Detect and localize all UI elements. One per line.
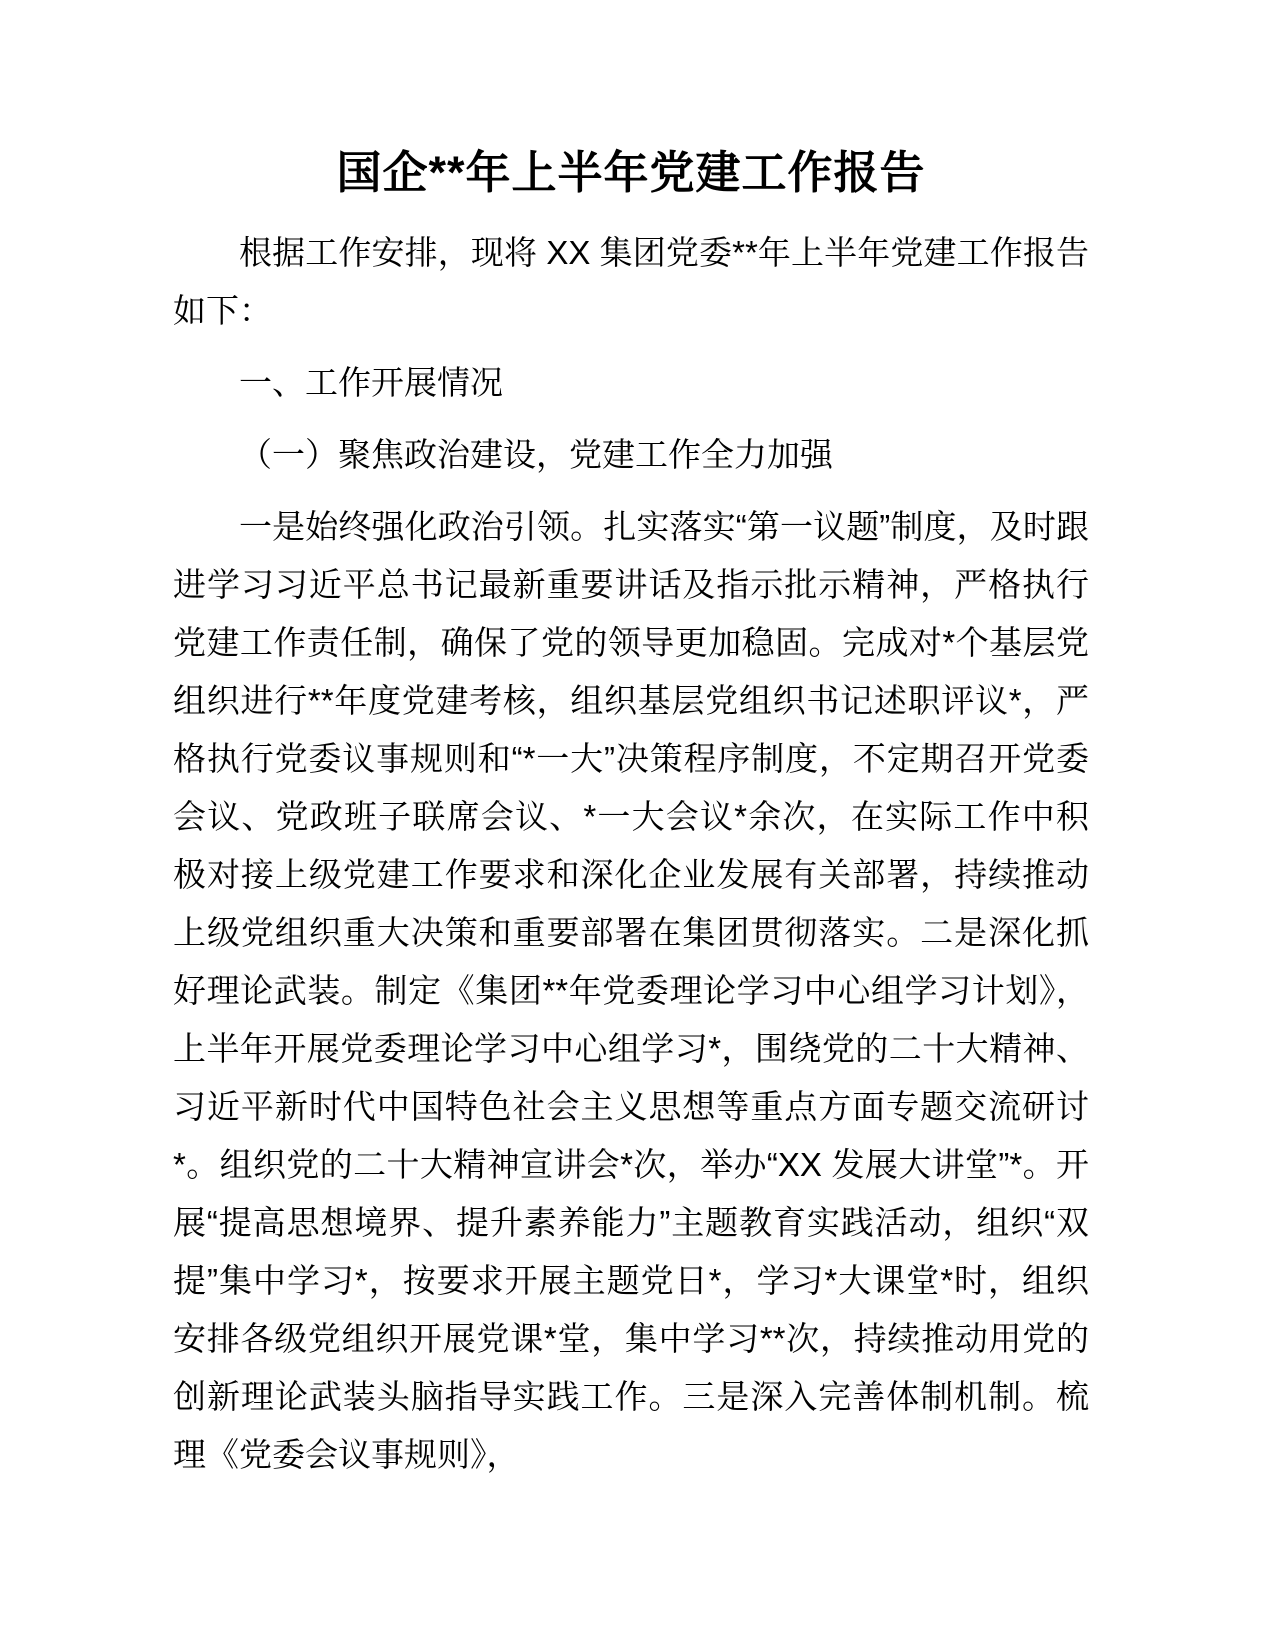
section-heading-work-progress: 一、工作开展情况 [239,364,503,401]
paragraph-intro: 根据工作安排，现将 XX 集团党委**年上半年党建工作报告如下： [173,234,1089,329]
document-title: 国企**年上半年党建工作报告 [336,147,926,198]
paragraph-body-details: 一是始终强化政治引领。扎实落实“第一议题”制度，及时跟进学习习近平总书记最新重要讲话及指示批示精神，严格执行党建工作责任制，确保了党的领导更加稳固。完成对*个基层党组织进行**年度党建考核，组织基层党组织书记述职评议*，严格执行党委议事规则和“*一大”决策程序制度，不定期召开党委会议、党政班子联席会议、*一大会议*余次，在实际工作中积极对接上级党建工作要求和深化企业发展有关部署，持续推动上级党组织重大决策和重要部署在集团贯彻落实。二是深化抓好理论武装。制定《集团**年党委理论学习中心组学习计划》，上半年开展党委理论学习中心组学习*，围绕党的二十大精神、习近平新时代中国特色社会主义思想等重点方面专题交流研讨*。组织党的二十大精神宣讲会*次，举办“XX 发展大讲堂”*。开展“提高思想境界、提升素养能力”主题教育实践活动，组织“双提”集中学习*，按要求开展主题党日*，学习*大课堂*时，组织安排各级党组织开展党课*堂，集中学习**次，持续推动用党的创新理论武装头脑指导实践工作。三是深入完善体制机制。梳理《党委会议事规则》， [173,508,1089,1473]
subsection-heading-political-construction: （一）聚焦政治建设，党建工作全力加强 [239,436,833,473]
